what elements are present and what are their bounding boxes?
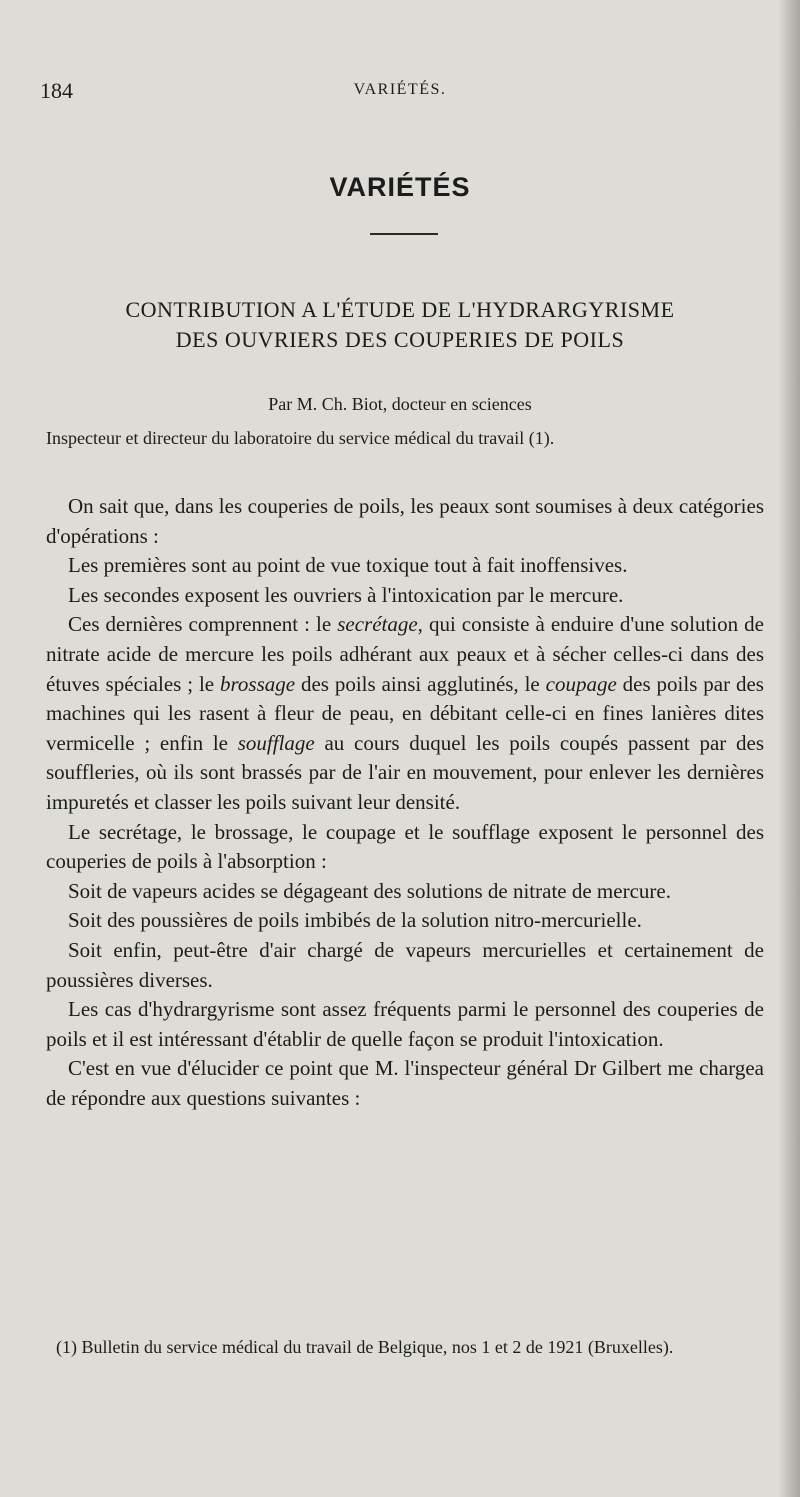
section-title: VARIÉTÉS <box>329 172 471 202</box>
page-number: 184 <box>40 78 73 103</box>
paragraph-10: C'est en vue d'élucider ce point que M. l'inspecteur général Dr Gilbert me chargea de répondre aux questions suivantes : <box>46 1056 764 1110</box>
paragraph-4-text-a: Ces dernières comprennent : le <box>68 612 338 637</box>
author-affiliation: Inspecteur et directeur du laboratoire du service médical du travail (1). <box>46 428 555 448</box>
paragraph-8: Soit enfin, peut-être d'air chargé de vapeurs mercurielles et certainement de poussières diverses. <box>46 937 764 992</box>
paragraph-4-text-c: des poils ainsi agglutinés, le <box>295 671 546 696</box>
footnote <box>46 1335 764 1359</box>
paragraph-4 <box>46 610 764 817</box>
paragraph-9: Les cas d'hydrargyrisme sont assez fréquents parmi le personnel des couperies de poils et il est intéressant d'établir de quelle façon se produit l'intoxication. <box>46 997 764 1051</box>
footnote-text: (1) Bulletin du service médical du travail de Belgique, nos 1 et 2 de 1921 (Bruxelles). <box>56 1337 674 1357</box>
paragraph-1: On sait que, dans les couperies de poils, les peaux sont soumises à deux catégories d'opérations : <box>46 494 764 548</box>
author-byline: Par M. Ch. Biot, docteur en sciences <box>268 394 532 414</box>
term-coupage: coupage <box>545 671 617 696</box>
running-head <box>40 78 760 108</box>
running-title: VARIÉTÉS. <box>353 81 447 98</box>
paragraph-7: Soit des poussières de poils imbibés de la solution nitro-mercurielle. <box>68 908 642 933</box>
term-brossage: brossage <box>220 671 296 696</box>
paragraph-3: Les secondes exposent les ouvriers à l'intoxication par le mercure. <box>68 582 624 607</box>
article-body <box>46 492 764 1113</box>
paragraph-4-text-e: au cours duquel les poils coupés passent par des souffleries, où ils sont brassés par de l'air en mouvement, pour enlever les dernières impuretés et classer les poils suivant leur densité. <box>46 730 764 814</box>
paragraph-2: Les premières sont au point de vue toxique tout à fait inoffensives. <box>68 553 628 578</box>
paragraph-4-text-b: , qui consiste à enduire d'une solution de nitrate acide de mercure les poils adhérant aux peaux et à sécher celles-ci dans des étuves spéciales ; le <box>46 612 764 696</box>
page-edge-shadow <box>778 0 800 1497</box>
term-soufflage: soufflage <box>237 730 315 755</box>
paragraph-5: Le secrétage, le brossage, le coupage et le soufflage exposent le personnel des couperies de poils à l'absorption : <box>46 819 764 874</box>
article-title <box>30 295 770 355</box>
paragraph-6: Soit de vapeurs acides se dégageant des solutions de nitrate de mercure. <box>68 878 671 903</box>
title-rule <box>370 233 438 235</box>
article-title-line-2: DES OUVRIERS DES COUPERIES DE POILS <box>175 327 625 352</box>
term-secretage: secrétage <box>337 612 418 637</box>
article-title-line-1: CONTRIBUTION A L'ÉTUDE DE L'HYDRARGYRISME <box>125 297 675 322</box>
paragraph-4-text-d: des poils par des machines qui les rasent à fleur de peau, en débitant celle-ci en fines lanières dites vermicelle ; enfin le <box>46 671 764 755</box>
